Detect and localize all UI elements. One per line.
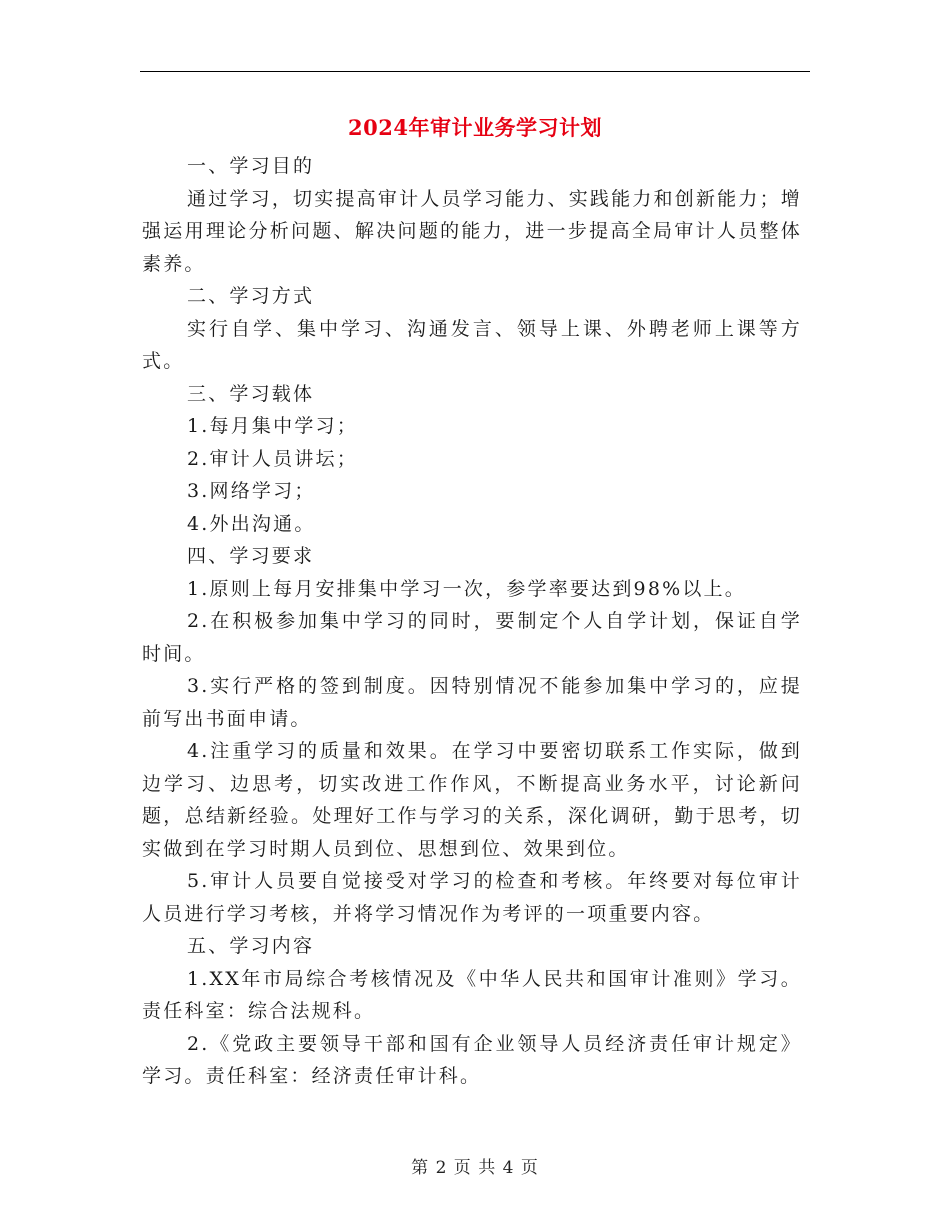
section-heading-method: 二、学习方式 (187, 285, 315, 307)
section-heading-carrier: 三、学习载体 (187, 382, 315, 405)
list-item: 1.每月集中学习； (187, 415, 358, 437)
section-heading-purpose: 一、学习目的 (187, 155, 315, 177)
list-item: 1.XX年市局综合考核情况及《中华人民共和国审计准则》学习。责任科室：综合法规科。 (142, 967, 802, 1022)
list-item: 3.实行严格的签到制度。因特别情况不能参加集中学习的，应提前写出书面申请。 (142, 675, 802, 730)
page-footer: 第 2 页 共 4 页 (411, 1158, 539, 1178)
document-title: 2024年审计业务学习计划 (348, 115, 602, 140)
document-body (142, 150, 802, 1093)
header-rule (140, 71, 810, 72)
list-item: 5.审计人员要自觉接受对学习的检查和考核。年终要对每位审计人员进行学习考核，并将学习情况作为考评的一项重要内容。 (142, 870, 802, 925)
list-item: 2.审计人员讲坛； (187, 447, 358, 470)
paragraph: 通过学习，切实提高审计人员学习能力、实践能力和创新能力；增强运用理论分析问题、解决问题的能力，进一步提高全局审计人员整体素养。 (142, 187, 802, 275)
list-item: 4.注重学习的质量和效果。在学习中要密切联系工作实际，做到边学习、边思考，切实改进工作作风，不断提高业务水平，讨论新问题，总结新经验。处理好工作与学习的关系，深化调研，勤于思考，切实做到在学习时期人员到位、思想到位、效果到位。 (142, 740, 802, 860)
section-heading-requirements: 四、学习要求 (187, 545, 315, 567)
paragraph: 实行自学、集中学习、沟通发言、领导上课、外聘老师上课等方式。 (142, 317, 802, 372)
list-item: 2.《党政主要领导干部和国有企业领导人员经济责任审计规定》学习。责任科室：经济责任审计科。 (142, 1032, 802, 1087)
list-item: 1.原则上每月安排集中学习一次，参学率要达到98%以上。 (187, 577, 746, 600)
section-heading-content: 五、学习内容 (187, 935, 315, 957)
list-item: 3.网络学习； (187, 480, 316, 502)
list-item: 2.在积极参加集中学习的同时，要制定个人自学计划，保证自学时间。 (142, 610, 802, 665)
list-item: 4.外出沟通。 (187, 512, 316, 535)
